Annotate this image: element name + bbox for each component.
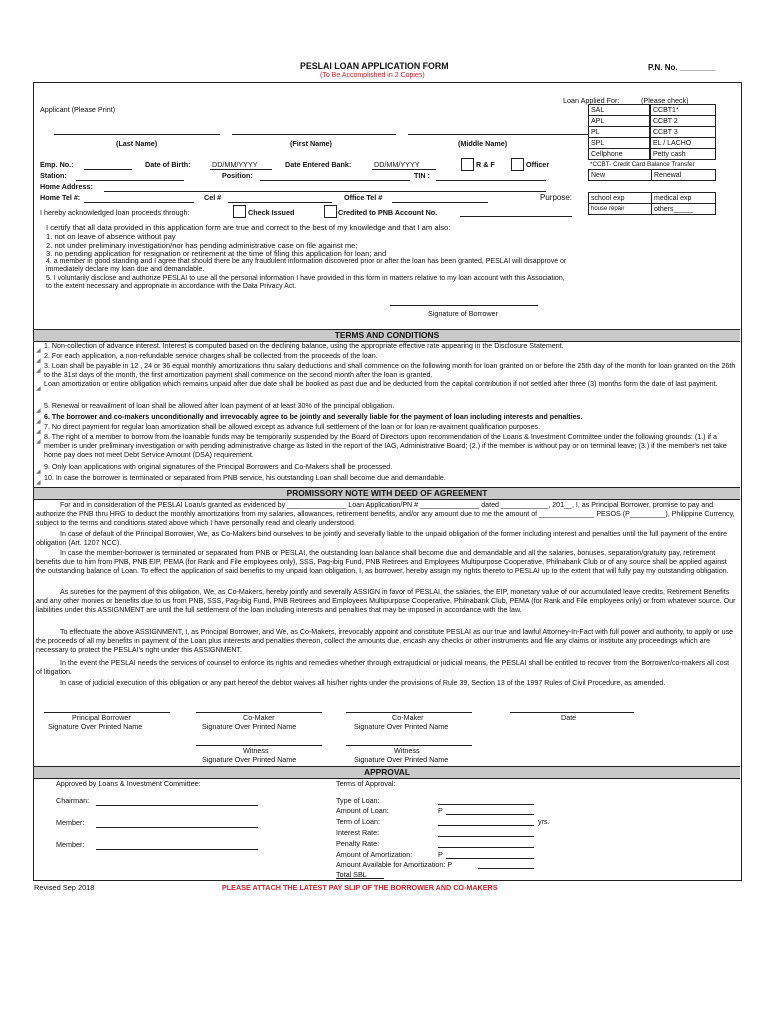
dob-label: Date of Birth:	[145, 160, 191, 169]
interest-rate-label: Interest Rate:	[336, 828, 380, 837]
amortization-field[interactable]	[446, 858, 534, 859]
cel-field[interactable]	[228, 202, 332, 203]
member-2-label: Member:	[56, 840, 85, 849]
amount-of-loan-field[interactable]	[446, 814, 534, 815]
terms-of-approval-label: Terms of Approval:	[336, 779, 396, 788]
chairman-signature-line[interactable]	[96, 805, 258, 806]
co-maker-2-sig-caption: Signature Over Printed Name	[354, 722, 449, 731]
certify-item-3: 3. no pending application for resignation or retirement at the time of filing this application for loan; and	[46, 249, 387, 258]
penalty-rate-field[interactable]	[438, 847, 534, 848]
date-caption: Date	[561, 713, 577, 722]
promissory-heading: PROMISSORY NOTE WITH DEED OF AGREEMENT	[34, 487, 740, 500]
type-of-loan-label: Type of Loan:	[336, 796, 380, 805]
promissory-paragraph-1: For and in consideration of the PESLAI Loan/s granted as evidenced by _______________ Loan Application/PN # _______________ dated ____________, 201__, I, as Principal Borrower, promise to pay and authorize the PNB thru HRG to deduct the monthly amortizations from my salaries, allowances, retirement benefits, and/or any amount due to me the amount of ______________ PESOS (P_________), Philippine Currency, subject to the terms and conditions stated above which I have personally read and clearly understood.	[36, 501, 735, 527]
interest-rate-field[interactable]	[438, 836, 534, 837]
officer-label: Officer	[526, 160, 550, 169]
station-field[interactable]	[76, 180, 184, 181]
please-check-label: (Please check)	[641, 96, 689, 105]
term-of-loan-label: Term of Loan:	[336, 817, 380, 826]
member-2-signature-line[interactable]	[96, 849, 258, 850]
promissory-paragraph-5: To effectuate the above ASSIGNMENT, I, as Principal Borrower, and We, as Co-Makers, irrevocably appoint and constitute PESLAI as our true and lawful Attorney-In-Fact with full power and authority, to apply or use the proceeds of all my benefits in payment of the Loan plus interests and penalties thereon, collect the amounts due, encash any checks or other instruments and file any claims or institute any proceedings which are necessary to protect the PESLAI's right under this ASSIGNMENT.	[36, 628, 734, 654]
loan-type-apl[interactable]: APL	[589, 116, 650, 127]
loan-type-right-grid	[650, 104, 716, 160]
last-name-line[interactable]	[54, 134, 220, 135]
available-field[interactable]	[478, 868, 534, 869]
witness-2-caption: Witness	[394, 746, 420, 755]
available-label: Amount Available for Amortization: P	[336, 860, 453, 869]
penalty-rate-label: Penalty Rate:	[336, 839, 380, 848]
type-of-loan-field[interactable]	[438, 804, 534, 805]
loan-type-el-lacho[interactable]: EL / LACHO	[651, 138, 716, 149]
principal-borrower-sig-caption: Signature Over Printed Name	[48, 722, 143, 731]
revised-date: Revised Sep 2018	[34, 883, 95, 892]
form-title: PESLAI LOAN APPLICATION FORM	[300, 61, 449, 71]
tin-label: TIN :	[414, 171, 430, 180]
certify-item-2: 2. not under preliminary investigation/nor has pending administrative case on file against me;	[46, 241, 358, 250]
middle-name-caption: (Middle Name)	[458, 139, 508, 148]
credited-label: Credited to PNB Account No.	[338, 208, 438, 217]
date-entered-line	[372, 169, 436, 170]
renewal-option[interactable]: Renewal	[652, 170, 716, 181]
purpose-school[interactable]: school exp	[589, 193, 652, 204]
office-tel-label: Office Tel #	[344, 193, 383, 202]
dob-field[interactable]: DD/MM/YYYY	[212, 160, 258, 169]
first-name-line[interactable]	[232, 134, 396, 135]
term-4: Loan amortization or entire obligation which remains unpaid after due date shall be booked as past due and be deducted from the capital contribution if not settled after three (3) months form the date of last payment.	[44, 380, 718, 388]
certify-item-5b: to the extent necessary and appropriate in accordance with the Data Privacy Act.	[46, 283, 297, 290]
loan-type-left-grid	[588, 104, 650, 160]
certify-item-4b: immediately declare my loan due and demandable.	[46, 266, 205, 273]
home-tel-label: Home Tel #:	[40, 193, 81, 202]
rf-label: R & F	[476, 160, 495, 169]
home-tel-field[interactable]	[84, 202, 194, 203]
amount-of-loan-label: Amount of Loan:	[336, 806, 389, 815]
certify-item-5: 5. I voluntarily disclose and authorize PESLAI to use all the personal information I have provided in this form in matters relative to my loan account with this Association,	[46, 275, 565, 282]
co-maker-2-caption: Co-Maker	[392, 713, 424, 722]
certify-intro: I certify that all data provided in this application form are true and correct to the best of my knowledge and that I am also:	[46, 223, 451, 232]
loan-type-ccbt3[interactable]: CCBT 3	[651, 127, 716, 138]
loan-applied-label: Loan Applied For:	[563, 96, 620, 105]
chairman-label: Chairman:	[56, 796, 90, 805]
applicant-label: Applicant (Please Print)	[40, 105, 116, 114]
pn-number-label: P.N. No. ________	[648, 63, 716, 72]
loan-type-ccbt1[interactable]: CCBT1*	[651, 105, 716, 116]
promissory-paragraph-7: In case of judicial execution of this obligation or any part hereof the debtor waives all his/her rights under the provisions of Rule 39, Section 13 of the 1997 Rules of Civil Procedure, as amended.	[60, 679, 666, 687]
date-entered-label: Date Entered Bank:	[285, 160, 352, 169]
attach-payslip-note: PLEASE ATTACH THE LATEST PAY SLIP OF THE BORROWER AND CO-MAKERS	[222, 883, 498, 892]
amortization-label: Amount of Amortization:	[336, 850, 413, 859]
witness-2-sig-caption: Signature Over Printed Name	[354, 755, 449, 764]
term-7: 7. No direct payment for regular loan amortization shall be allowed except as advance full settlement of the loan or for loan re-avaiment qualification purposes.	[44, 423, 541, 431]
position-label: Position:	[222, 171, 253, 180]
purpose-label: Purpose:	[540, 193, 573, 202]
member-1-signature-line[interactable]	[96, 827, 258, 828]
promissory-paragraph-3: In case the member-borrower is terminated or separated from PNB or PESLAI, the outstanding loan balance shall become due and demandable and all the salaries, bonuses, separation/gratuity pay, retirement benefits due to him from PNB, PNB EIP, PEMA (for Rank and File employees only), SSS, Pag-ibig Fund, PNB Retirees and Employees Multipurpose Cooperative, Philnabank Club or of any source shall be applied against the outstanding balance of Loan. To effect the application of said benefits to my unpaid loan obligation, I, as borrower, hereby assign my rights thereto to PESLAI up to the extent that will fully pay my outstanding obligation.	[36, 549, 729, 575]
credited-checkbox[interactable]	[324, 205, 337, 218]
certify-item-4: 4. a member in good standing and I agree that should there be any fraudulent information discovered prior or after the loan has been granted, PESLAI will disapprove or	[46, 258, 567, 265]
borrower-signature-line[interactable]	[390, 305, 538, 306]
term-of-loan-unit: yrs.	[538, 817, 550, 826]
loan-type-petty-cash[interactable]: Petty cash	[651, 149, 716, 160]
promissory-paragraph-6: In the event the PESLAI needs the services of counsel to enforce its rights and remedies whether through extrajudicial or judicial means, the PESLAI shall be entitled to recover from the Borrower/co-makers all cost of litigation.	[36, 659, 730, 676]
acknowledge-text: I hereby acknowledged loan proceeds through:	[40, 208, 190, 217]
rf-checkbox[interactable]	[461, 158, 474, 171]
term-9: 9. Only loan applications with original signatures of the Principal Borrowers and Co-Makers shall be processed.	[44, 463, 393, 471]
form-subtitle: (To Be Accomplished in 2 Copies)	[320, 72, 425, 79]
term-2: 2. For each application, a non-refundable service charges shall be collected from the proceeds of the loan.	[44, 352, 378, 360]
term-10: 10. In case the borrower is terminated or separated from PNB service, his outstanding Loan shall become due and demandable.	[44, 474, 446, 482]
approval-heading: APPROVAL	[34, 766, 740, 779]
witness-1-sig-caption: Signature Over Printed Name	[202, 755, 297, 764]
co-maker-1-sig-caption: Signature Over Printed Name	[202, 722, 297, 731]
member-1-label: Member:	[56, 818, 85, 827]
witness-1-caption: Witness	[243, 746, 269, 755]
purpose-medical[interactable]: medical exp	[652, 193, 716, 204]
total-sbl-label: Total SBL	[336, 870, 367, 879]
new-renewal-grid	[588, 169, 716, 181]
middle-name-line[interactable]	[408, 134, 588, 135]
term-5: 5. Renewal or reavailment of loan shall be allowed after loan payment of at least 30% of the principal obligation.	[44, 402, 395, 410]
purpose-grid	[588, 192, 716, 215]
principal-borrower-caption: Principal Borrower	[72, 713, 131, 722]
amount-of-loan-currency: P	[438, 806, 443, 815]
approved-by-label: Approved by Loans & Investment Committee:	[56, 779, 201, 788]
last-name-caption: (Last Name)	[116, 139, 158, 148]
new-option[interactable]: New	[589, 170, 652, 181]
loan-type-sal[interactable]: SAL	[589, 105, 650, 116]
home-address-field[interactable]	[104, 191, 546, 192]
cel-label: Cel #	[204, 193, 222, 202]
purpose-others[interactable]: others_____	[652, 204, 716, 215]
term-6: 6. The borrower and co-makers unconditionally and irrevocably agree to be jointly and severally liable for the payment of loan including interests and penalties.	[44, 413, 583, 421]
emp-no-field[interactable]	[84, 169, 132, 170]
date-entered-field[interactable]: DD/MM/YYYY	[374, 160, 420, 169]
terms-heading: TERMS AND CONDITIONS	[34, 329, 740, 342]
loan-type-spl[interactable]: SPL	[589, 138, 650, 149]
station-label: Station:	[40, 171, 67, 180]
dob-line	[210, 169, 272, 170]
certify-item-1: 1. not on leave of absence without pay	[46, 232, 176, 241]
tin-field[interactable]	[436, 180, 546, 181]
borrower-signature-caption: Signature of Borrower	[428, 309, 498, 318]
emp-no-label: Emp. No.:	[40, 160, 74, 169]
check-issued-label: Check Issued	[248, 208, 295, 217]
promissory-paragraph-4: As sureties for the payment of this obligation, We, as Co-Makers, hereby jointly and severally ASSIGN in favor of PESLAI, the salaries, the EIP, monetary value of our accumulated leave credits, Retirement Benefits and any other monies or benefits due to us from PNB, SSS, Pag-ibig Fund, PNB Retirees and Employees Multipurpose Cooperative, Philnabank Club, PEMA (for Rank and File employees only) or from whatever source. Our liabilities under this ASSIGNMENT are until the full settlement of the loan including interests and penalties that may be imposed in accordance with the law.	[36, 588, 736, 614]
first-name-caption: (First Name)	[290, 139, 332, 148]
promissory-paragraph-2: In case of default of the Principal Borrower, We, as Co-Makers bind ourselves to be jointly and severally liable to the unpaid obligation of the former including interest and penalties until the full payment of the entire obligation (Art. 1207 NCC).	[36, 530, 728, 547]
loan-type-cellphone[interactable]: Cellphone	[589, 149, 650, 160]
total-sbl-field[interactable]	[336, 878, 384, 879]
term-of-loan-field[interactable]	[438, 825, 534, 826]
pnb-account-field[interactable]	[460, 216, 572, 217]
term-3: 3. Loan shall be payable in 12 , 24 or 36 equal monthly amortizations thru salary deductions and shall commence on the following month for loan granted on or before the 25th day of the month for loan granted on the 26th to the 31st days of the month, the first amortization payment shall commence on the second month after the loan is granted.	[44, 362, 736, 379]
amortization-currency: P	[438, 850, 443, 859]
check-issued-checkbox[interactable]	[233, 205, 246, 218]
office-tel-field[interactable]	[392, 202, 488, 203]
home-address-label: Home Address:	[40, 182, 93, 191]
officer-checkbox[interactable]	[511, 158, 524, 171]
co-maker-1-caption: Co-Maker	[243, 713, 275, 722]
term-8: 8. The right of a member to borrow from the loanable funds may be temporarily suspended by the Board of Directors upon recommendation of the Loans & Investment Committee under the following grounds: (1.) if a member is under preliminary investigation or with pending administrative charge as listed in the report of the IAG, Administrative Board; (2.) if the member is without pay or on terminal leave; (3.) if the member's net take home pay does not meet Debt Service Amount (DSA) requirement.	[44, 433, 727, 459]
loan-type-pl[interactable]: PL	[589, 127, 650, 138]
position-field[interactable]	[260, 180, 410, 181]
ccbt-note: *CCBT- Credit Card Balance Transfer	[590, 161, 695, 168]
purpose-house-repair[interactable]: house repair	[589, 204, 652, 215]
term-1: 1. Non-collection of advance interest. Interest is computed based on the declining balance, using the appropriate effective rate appearing in the Disclosure Statement.	[44, 342, 564, 350]
loan-type-ccbt2[interactable]: CCBT 2	[651, 116, 716, 127]
